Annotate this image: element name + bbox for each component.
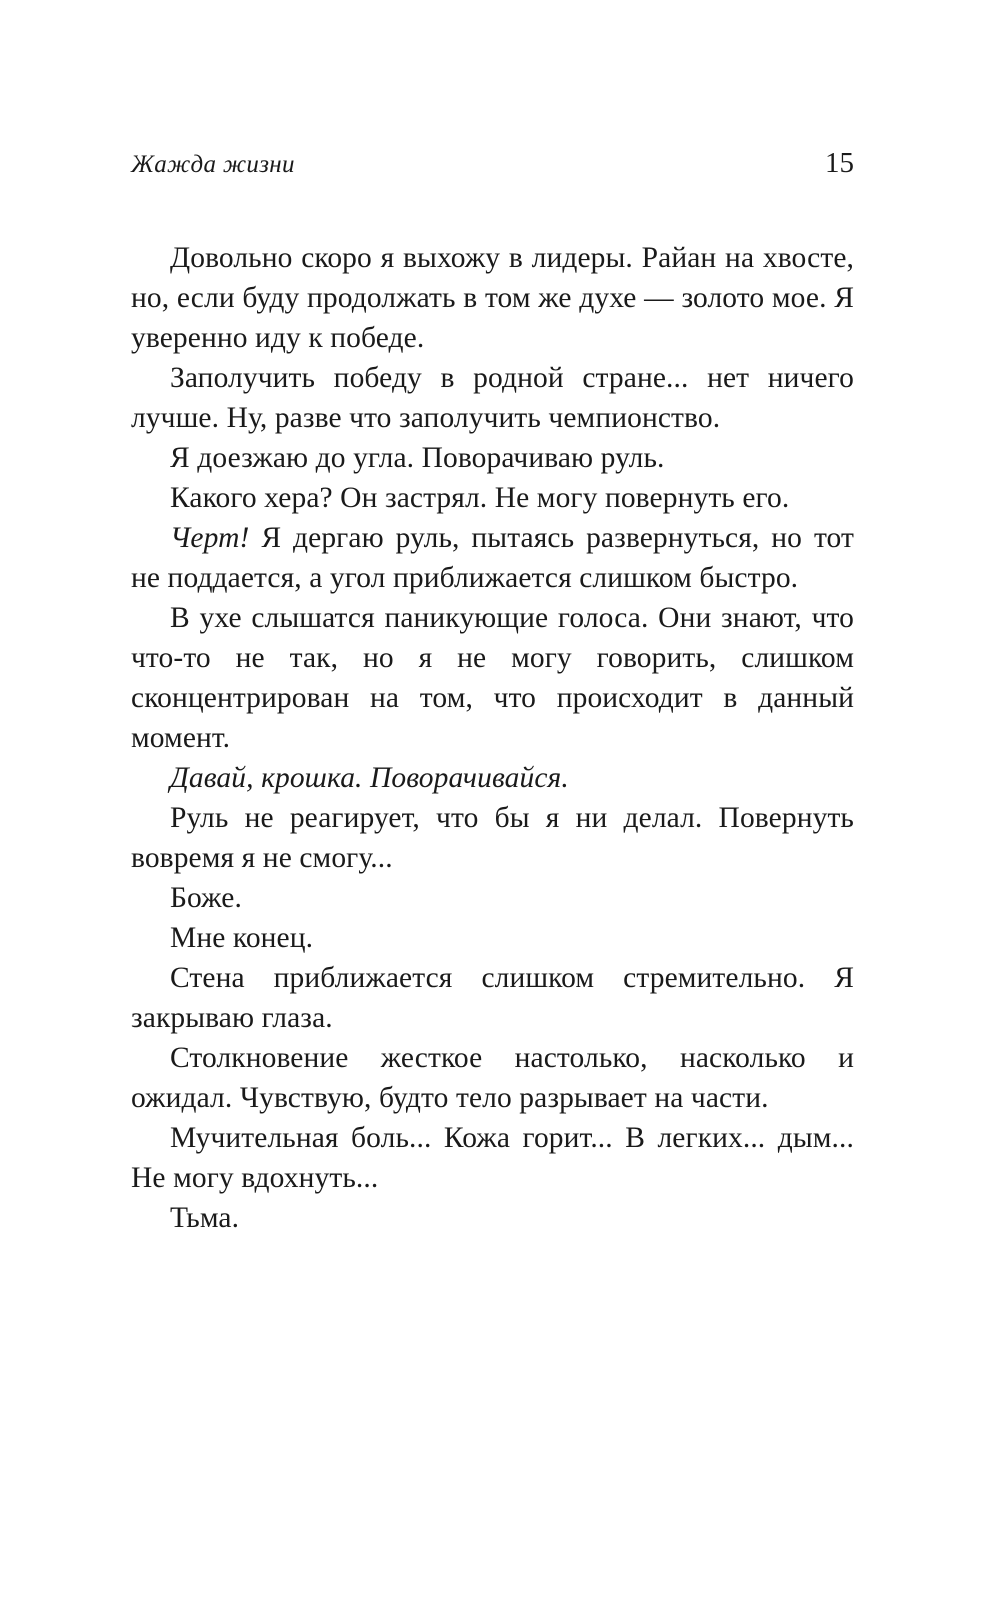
- paragraph: Какого хера? Он застрял. Не могу повернуть его.: [170, 482, 790, 514]
- running-title: Жажда жизни: [131, 151, 295, 178]
- paragraph: Руль не реагирует, что бы я ни делал. Повернуть вовремя я не смогу...: [131, 802, 854, 874]
- paragraph: Я доезжаю до угла. Поворачиваю руль.: [170, 442, 665, 474]
- paragraph: Мучительная боль... Кожа горит... В легких... дым... Не могу вдохнуть...: [131, 1122, 854, 1194]
- paragraph: Столкновение жесткое настолько, насколько и ожидал. Чувствую, будто тело разрывает на части.: [131, 1042, 854, 1114]
- body-text: [131, 238, 854, 1238]
- paragraph: Заполучить победу в родной стране... нет ничего лучше. Ну, разве что заполучить чемпионство.: [131, 362, 854, 434]
- paragraph-italic-thought: Давай, крошка. Поворачивайся.: [170, 762, 569, 794]
- paragraph: Довольно скоро я выхожу в лидеры. Райан на хвосте, но, если буду продолжать в том же духе — золото мое. Я уверенно иду к победе.: [131, 242, 854, 354]
- paragraph: Мне конец.: [170, 922, 314, 954]
- paragraph: Тьма.: [170, 1202, 240, 1234]
- paragraph: В ухе слышатся паникующие голоса. Они знают, что что-то не так, но я не могу говорить, слишком сконцентрирован на том, что происходит в данный момент.: [131, 602, 854, 754]
- paragraph: Стена приближается слишком стремительно. Я закрываю глаза.: [131, 962, 854, 1034]
- paragraph: Боже.: [170, 882, 242, 914]
- paragraph: Черт! Я дергаю руль, пытаясь развернуться, но тот не поддается, а угол приближается слишком быстро.: [131, 522, 854, 594]
- page-number: 15: [825, 147, 854, 179]
- italic-exclamation: Черт!: [170, 522, 250, 554]
